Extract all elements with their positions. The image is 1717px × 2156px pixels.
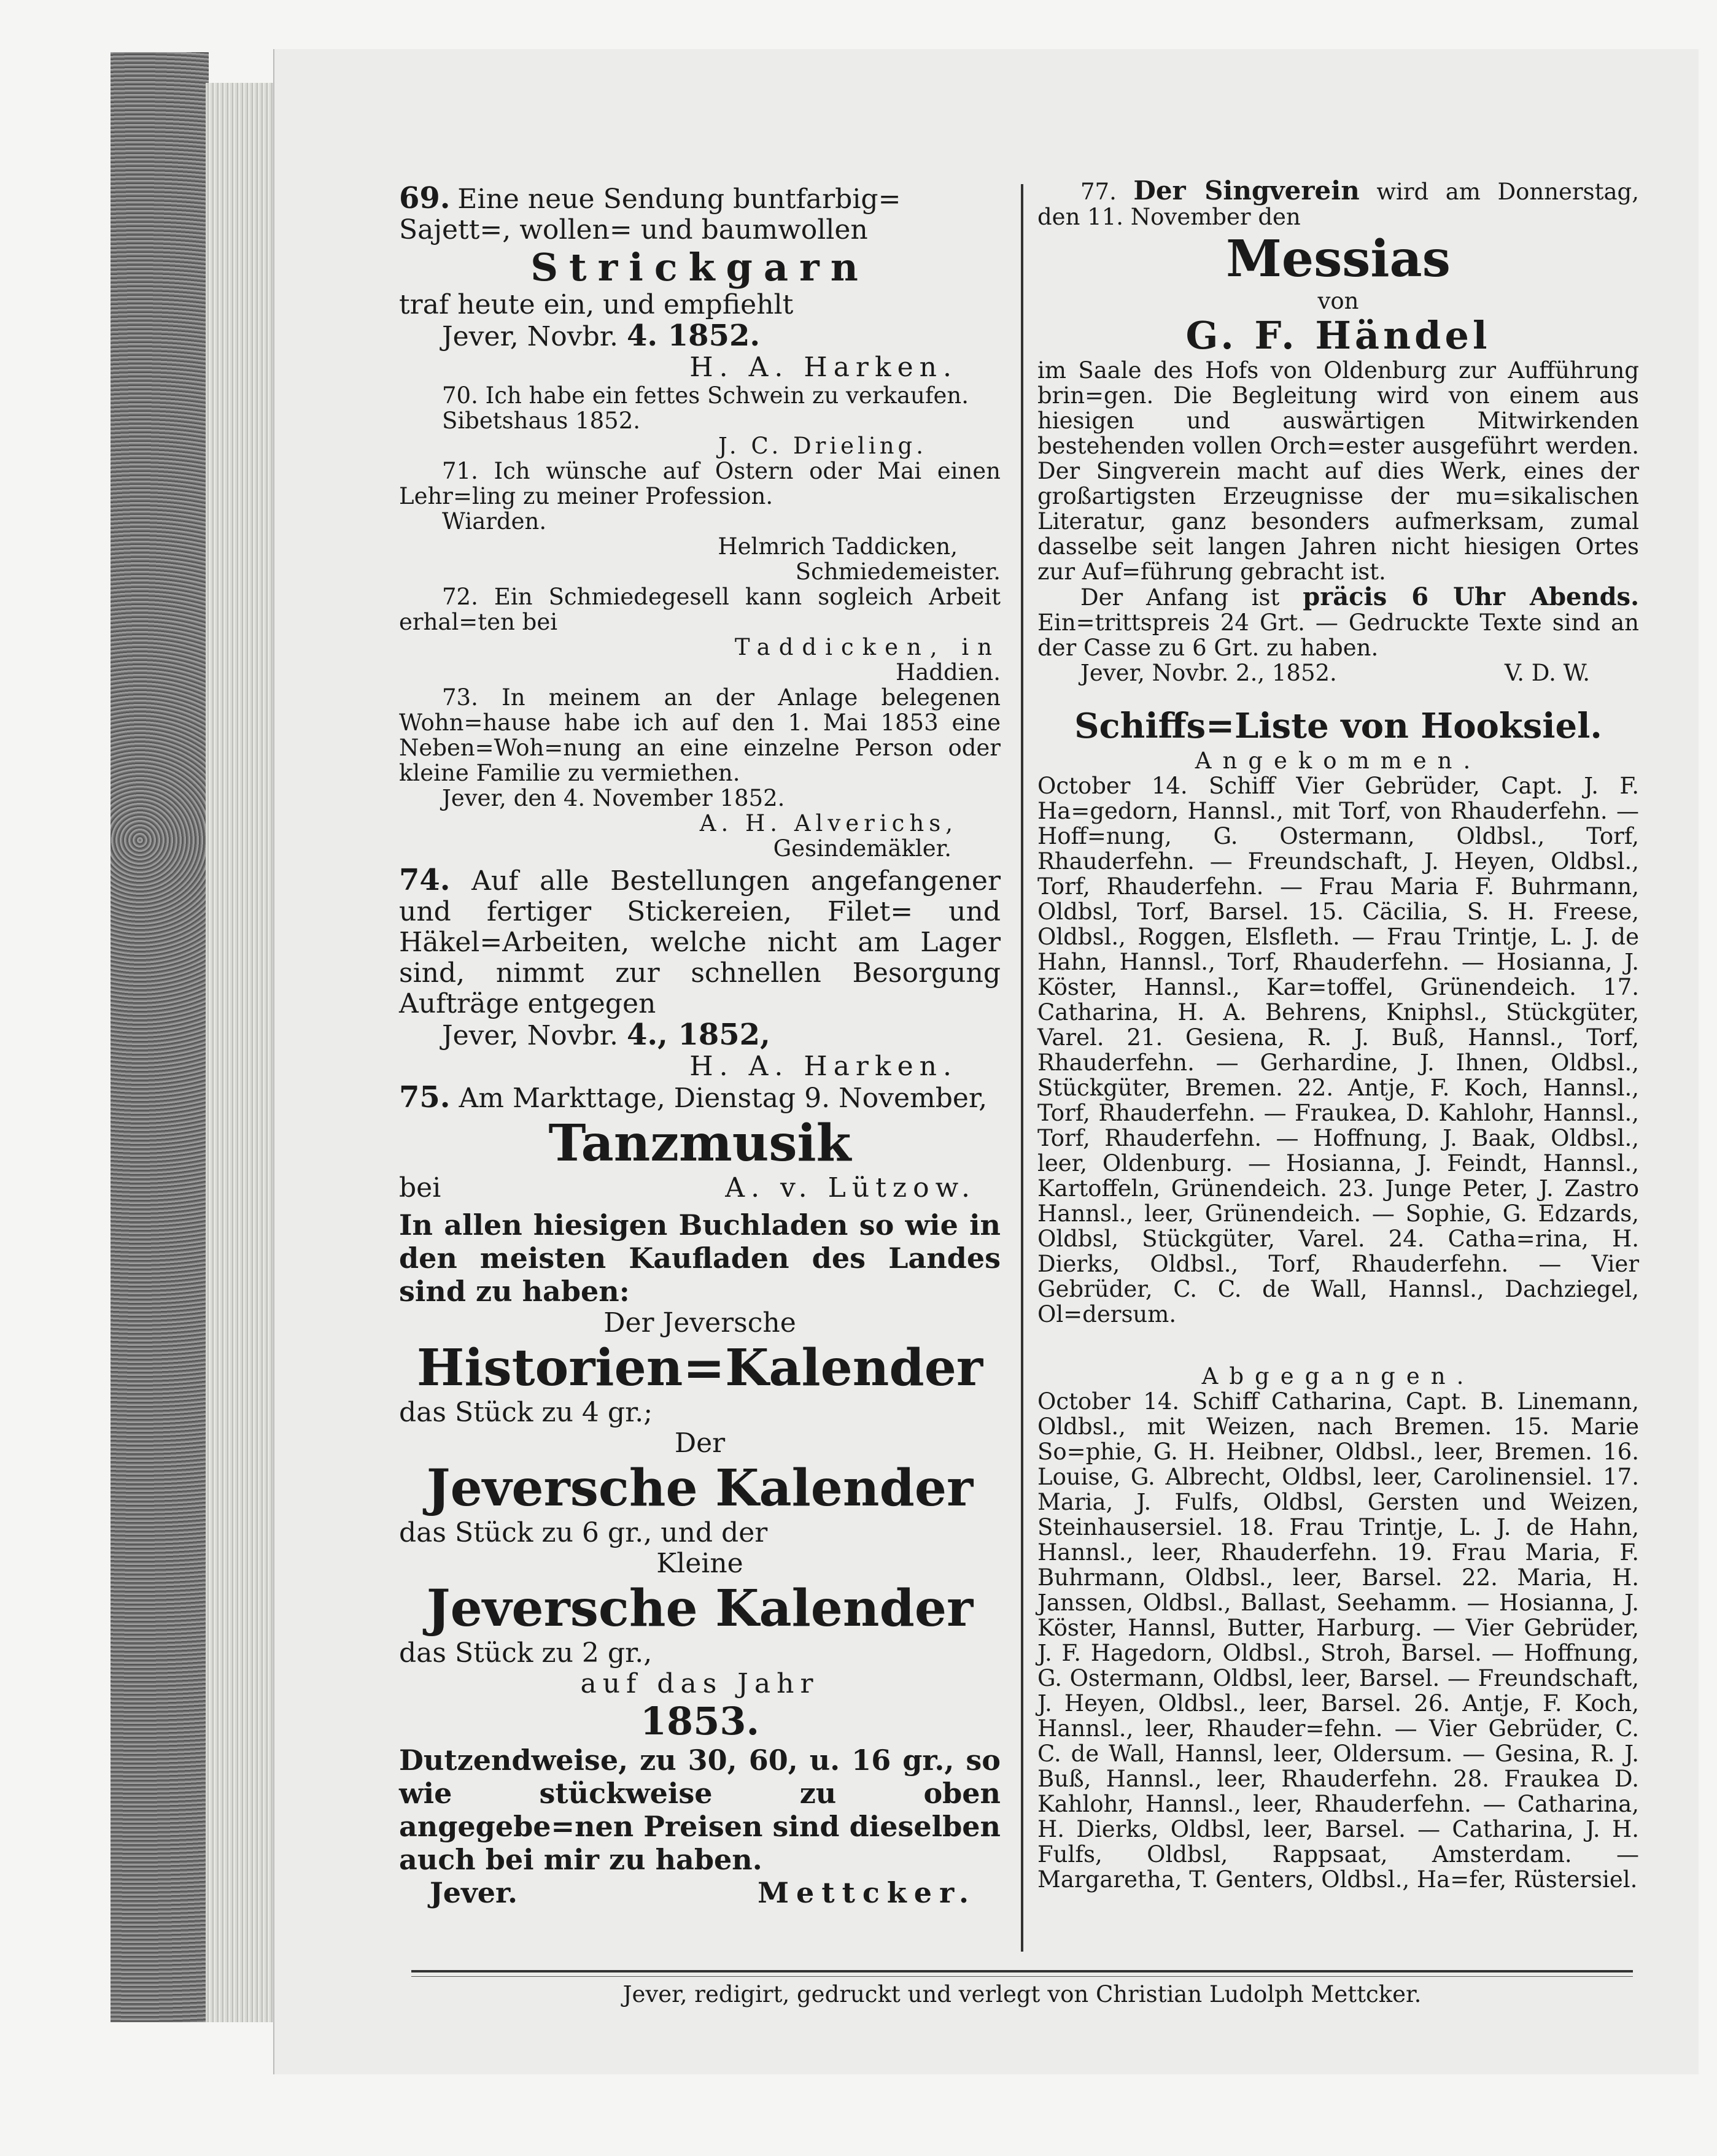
ad-77-title: Messias xyxy=(1226,230,1451,288)
calendar-der-1: Der Jeversche xyxy=(603,1307,796,1339)
ad-73-date: Jever, den 4. November 1852. xyxy=(442,785,785,811)
ad-74-date-line: Jever, Novbr. 4., 1852, xyxy=(442,1018,770,1052)
calendar-kleine: Kleine xyxy=(656,1548,743,1579)
ad-69-signature: H. A. Harken. xyxy=(689,352,958,383)
calendar-der-2: Der xyxy=(674,1428,726,1459)
ad-74-signature: H. A. Harken. xyxy=(689,1051,958,1082)
calendar-year: 1853. xyxy=(640,1699,760,1744)
column-divider xyxy=(1021,184,1023,1952)
departed-list: October 14. Schiff Catharina, Capt. B. Linemann, Oldbsl., mit Weizen, nach Bremen. 15. Marie So=phie, G. H. Heibner, Oldbsl., leer, Bremen. 16. Louise, G. Albrecht, Oldbsl, leer, Carolinensiel. 17. Maria, J. Fulfs, Oldbsl, Gersten und Weizen, Steinhausersiel. 18. Frau Trintje, L. J. de Hahn, Hannsl., leer, Rhauderfehn. 19. Frau Maria, F. Buhrmann, Oldbsl., leer, Barsel. 22. Maria, H. Janssen, Oldbsl., Ballast, Seehamm. — Hosianna, J. Köster, Hannsl, Butter, Harburg. — Vier Gebrüder, J. F. Hagedorn, Oldbsl., Stroh, Barsel. — Hoffnung, G. Ostermann, Oldbsl, leer, Barsel. — Freundschaft, J. Heyen, Oldbsl., leer, Barsel. 26. Antje, F. Koch, Hannsl., leer, Rhauder=fehn. — Vier Gebrüder, C. C. de Wall, Hannsl, leer, Oldersum. — Gesina, R. J. Buß, Hannsl., leer, Rhauderfehn. 28. Fraukea D. Kahlohr, Hannsl., leer, Rhauderfehn. — Catharina, H. Dierks, Oldbsl, leer, Barsel. — Catharina, J. H. Fulfs, Oldbsl, Rappsaat, Amsterdam. — Margaretha, T. Genters, Oldbsl., Ha=fer, Rüstersiel. xyxy=(1037,1388,1639,1893)
ad-69-title: Strickgarn xyxy=(530,245,869,290)
calendar-ad-intro: In allen hiesigen Buchladen so wie in den meisten Kaufladen des Landes sind zu haben: xyxy=(399,1208,1001,1308)
ad-73-title: Gesindemäkler. xyxy=(773,835,952,862)
imprint-footer: Jever, redigirt, gedruckt und verlegt von Christian Ludolph Mettcker. xyxy=(622,1981,1422,2007)
ad-71-title: Schmiedemeister. xyxy=(795,558,1001,585)
ad-77-start: Der Anfang ist präcis 6 Uhr Abends. Ein=trittspreis 24 Grt. — Gedruckte Texte sind an der Casse zu 6 Grt. zu haben. xyxy=(1037,582,1640,661)
ad-69-date-line: Jever, Novbr. 4. 1852. xyxy=(442,319,761,353)
footer-rule xyxy=(411,1970,1633,1972)
ad-73: 73. In meinem an der Anlage belegenen Wohn=hause habe ich auf den 1. Mai 1853 eine Neben=Woh=nung an eine einzelne Person oder kleine Familie zu vermiethen. xyxy=(399,684,1001,786)
ad-70: 70. Ich habe ein fettes Schwein zu verkaufen. xyxy=(442,382,969,409)
calendar-signature-line: Jever. Mettcker. xyxy=(430,1876,976,1909)
ad-72-signature: Taddicken, in xyxy=(734,634,1001,660)
ad-70-place: Sibetshaus 1852. xyxy=(442,408,641,434)
arrived-heading: Angekommen. xyxy=(1195,748,1482,774)
ad-69: 69. Eine neue Sendung buntfarbig= Sajett=, wollen= und baumwollen xyxy=(399,181,901,245)
calendar-price-3: das Stück zu 2 gr., xyxy=(399,1637,653,1669)
book-cover-edge xyxy=(110,52,209,2022)
calendar-dozen-text: Dutzendweise, zu 30, 60, u. 16 gr., so wie stückweise zu oben angegebe=nen Preisen sind dieselben auch bei mir zu haben. xyxy=(399,1744,1001,1876)
page-stack-edge xyxy=(206,83,276,2022)
ad-73-signature: A. H. Alverichs, xyxy=(699,810,958,837)
ad-72-place: Haddien. xyxy=(895,659,1001,686)
ad-70-signature: J. C. Drieling. xyxy=(718,433,927,459)
ad-75-title: Tanzmusik xyxy=(548,1114,851,1173)
left-column xyxy=(399,181,1001,1909)
ad-75-signature-line: bei A. v. Lützow. xyxy=(399,1172,976,1204)
arrived-list: October 14. Schiff Vier Gebrüder, Capt. J. F. Ha=gedorn, Hannsl., mit Torf, von Rhauderfehn. — Hoff=nung, G. Ostermann, Oldbsl., Torf, Rhauderfehn. — Freundschaft, J. Heyen, Oldbsl., Torf, Rhauderfehn. — Frau Maria F. Buhrmann, Oldbsl, Torf, Barsel. 15. Cäcilia, S. H. Freese, Oldbsl., Roggen, Elsfleth. — Frau Trintje, L. J. de Hahn, Hannsl., Torf, Rhauderfehn. — Hosianna, J. Köster, Hannsl., Kar=toffel, Grünendeich. 17. Catharina, H. A. Behrens, Kniphsl., Stückgüter, Varel. 21. Gesiena, R. J. Buß, Hannsl., Torf, Rhauderfehn. — Gerhardine, J. Ihnen, Oldbsl., Stückgüter, Bremen. 22. Antje, F. Koch, Hannsl., Torf, Rhauderfehn. — Fraukea, D. Kahlohr, Hannsl., Torf, Rhauderfehn. — Hoffnung, J. Baak, Oldbsl., leer, Oldenburg. — Hosianna, J. Feindt, Hannsl., Kartoffeln, Grünendeich. 23. Junge Peter, J. Zastro Hannsl., leer, Grünendeich. — Sophie, G. Edzards, Oldbsl, Stückgüter, Varel. 24. Catha=rina, H. Dierks, Oldbsl., Torf, Rhauderfehn. — Vier Gebrüder, C. C. de Wall, Hannsl., Dachziegel, Ol=dersum. xyxy=(1037,773,1639,1327)
ad-75: 75. Am Markttage, Dienstag 9. November, xyxy=(399,1080,988,1115)
calendar-title-1: Historien=Kalender xyxy=(416,1339,983,1397)
right-column xyxy=(1037,178,1639,1892)
calendar-year-intro: auf das Jahr xyxy=(580,1668,820,1699)
ad-74: 74. Auf alle Bestellungen angefangener und fertiger Stickereien, Filet= und Häkel=Arbeiten, welche nicht am Lager sind, nimmt zur schnellen Besorgung Aufträge entgegen xyxy=(399,863,1001,1019)
ad-77-text: im Saale des Hofs von Oldenburg zur Aufführung brin=gen. Die Begleitung wird von einem aus hiesigen und auswärtigen Mitwirkenden bestehenden vollen Orch=ester ausgeführt werden. Der Singverein macht auf dies Werk, eines der großartigsten Erzeugnisse der mu=sikalischen Literatur, ganz besonders aufmerksam, zumal dasselbe seit langen Jahren nicht hiesigen Ortes zur Auf=führung gebracht ist. xyxy=(1037,357,1639,585)
departed-heading: Abgegangen. xyxy=(1201,1363,1475,1389)
ad-69-text: traf heute ein, und empfiehlt xyxy=(399,289,794,320)
ad-77: 77. Der Singverein wird am Donnerstag, den 11. November den xyxy=(1037,176,1639,230)
ad-72: 72. Ein Schmiedegesell kann sogleich Arbeit erhal=ten bei xyxy=(399,584,1001,635)
ship-list-title: Schiffs=Liste von Hooksiel. xyxy=(1074,706,1602,746)
calendar-title-3: Jeversche Kalender xyxy=(426,1579,974,1638)
calendar-price-1: das Stück zu 4 gr.; xyxy=(399,1397,653,1428)
calendar-price-2: das Stück zu 6 gr., und der xyxy=(399,1517,768,1548)
ad-71: 71. Ich wünsche auf Ostern oder Mai einen Lehr=ling zu meiner Profession. xyxy=(399,458,1001,509)
ad-77-signature-line: Jever, Novbr. 2., 1852. V. D. W. xyxy=(1080,660,1590,686)
ad-71-place: Wiarden. xyxy=(442,508,547,535)
ad-77-von: von xyxy=(1317,288,1359,314)
footer-rule-thin xyxy=(411,1976,1633,1977)
calendar-title-2: Jeversche Kalender xyxy=(426,1459,974,1518)
ad-77-composer: G. F. Händel xyxy=(1185,313,1491,358)
ad-71-signature: Helmrich Taddicken, xyxy=(718,533,958,560)
